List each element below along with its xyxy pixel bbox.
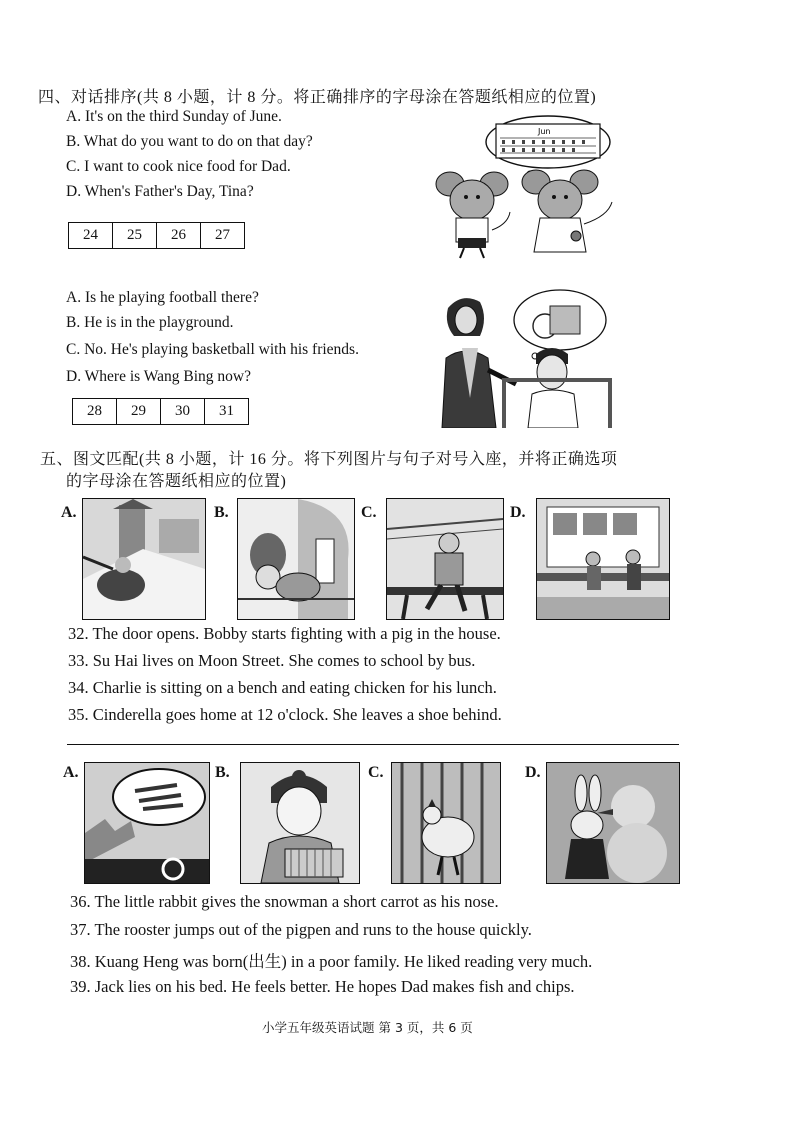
section5-heading — [40, 446, 617, 469]
dialog2-line-b: B. He is in the playground. — [66, 314, 234, 331]
section4-title: 对话排序(共 8 小题，计 8 分。将正确排序的字母涂在答题纸相应的位置) — [71, 89, 597, 106]
answer-box[interactable]: 31 — [219, 403, 234, 419]
sentence-37: 37. The rooster jumps out of the pigpen and runs to the house quickly. — [70, 920, 532, 939]
dialog1-line-c: C. I want to cook nice food for Dad. — [66, 158, 291, 175]
answer-box[interactable]: 28 — [73, 399, 117, 424]
picture-label-b-2: B. — [215, 764, 230, 781]
picture-cinderella — [82, 498, 206, 620]
answer-box[interactable]: 29 — [117, 399, 161, 424]
sentence-36: 36. The little rabbit gives the snowman a short carrot as his nose. — [70, 892, 499, 911]
answer-boxes-28-31 — [72, 398, 249, 425]
section5-title-line2: 的字母涂在答题纸相应的位置) — [66, 473, 287, 490]
picture-kuang-heng — [240, 762, 360, 884]
answer-box[interactable]: 25 — [113, 223, 157, 248]
picture-rabbit-snowman — [546, 762, 680, 884]
mice-calendar-illustration — [430, 112, 620, 262]
picture-jack-fish-chips — [84, 762, 210, 884]
calendar-month: Jun — [538, 127, 551, 136]
sentence-35: 35. Cinderella goes home at 12 o'clock. She leaves a shoe behind. — [68, 705, 502, 724]
section5-number: 五、 — [40, 451, 74, 468]
sentence-33: 33. Su Hai lives on Moon Street. She comes to school by bus. — [68, 651, 476, 670]
answer-box[interactable]: 26 — [157, 223, 201, 248]
answer-boxes-24-27 — [68, 222, 245, 249]
page-footer: 小学五年级英语试题 第 3 页，共 6 页 — [262, 1020, 473, 1035]
picture-bobby-pig — [237, 498, 355, 620]
picture-label-a-2: A. — [63, 764, 79, 781]
dialog1-line-d: D. When's Father's Day, Tina? — [66, 183, 254, 200]
picture-charlie-bench — [386, 498, 504, 620]
section5-title-line1: 图文匹配(共 8 小题，计 16 分。将下列图片与句子对号入座，并将正确选项 — [73, 451, 618, 468]
dialog2-line-d: D. Where is Wang Bing now? — [66, 368, 252, 385]
dialog1-line-b: B. What do you want to do on that day? — [66, 133, 313, 150]
picture-label-a: A. — [61, 504, 77, 521]
answer-box[interactable]: 24 — [69, 223, 113, 248]
sentence-34: 34. Charlie is sitting on a bench and eating chicken for his lunch. — [68, 678, 497, 697]
picture-su-hai-bus — [536, 498, 670, 620]
section4-number: 四、 — [38, 89, 72, 106]
picture-label-c-2: C. — [368, 764, 384, 781]
picture-rooster — [391, 762, 501, 884]
dialog2-line-a: A. Is he playing football there? — [66, 289, 259, 306]
answer-box[interactable]: 27 — [215, 227, 230, 243]
woman-boy-illustration — [440, 288, 615, 428]
dialog2-line-c: C. No. He's playing basketball with his friends. — [66, 341, 359, 358]
picture-label-d: D. — [510, 504, 526, 521]
answer-box[interactable]: 30 — [161, 399, 205, 424]
picture-label-d-2: D. — [525, 764, 541, 781]
section4-heading — [38, 84, 596, 107]
picture-label-c: C. — [361, 504, 377, 521]
dialog1-line-a: A. It's on the third Sunday of June. — [66, 108, 282, 125]
picture-label-b: B. — [214, 504, 229, 521]
sentence-39: 39. Jack lies on his bed. He feels better. He hopes Dad makes fish and chips. — [70, 977, 575, 996]
sentence-38: 38. Kuang Heng was born(出生) in a poor family. He liked reading very much. — [70, 952, 593, 971]
separator-line — [67, 744, 679, 745]
sentence-32: 32. The door opens. Bobby starts fighting with a pig in the house. — [68, 624, 501, 643]
